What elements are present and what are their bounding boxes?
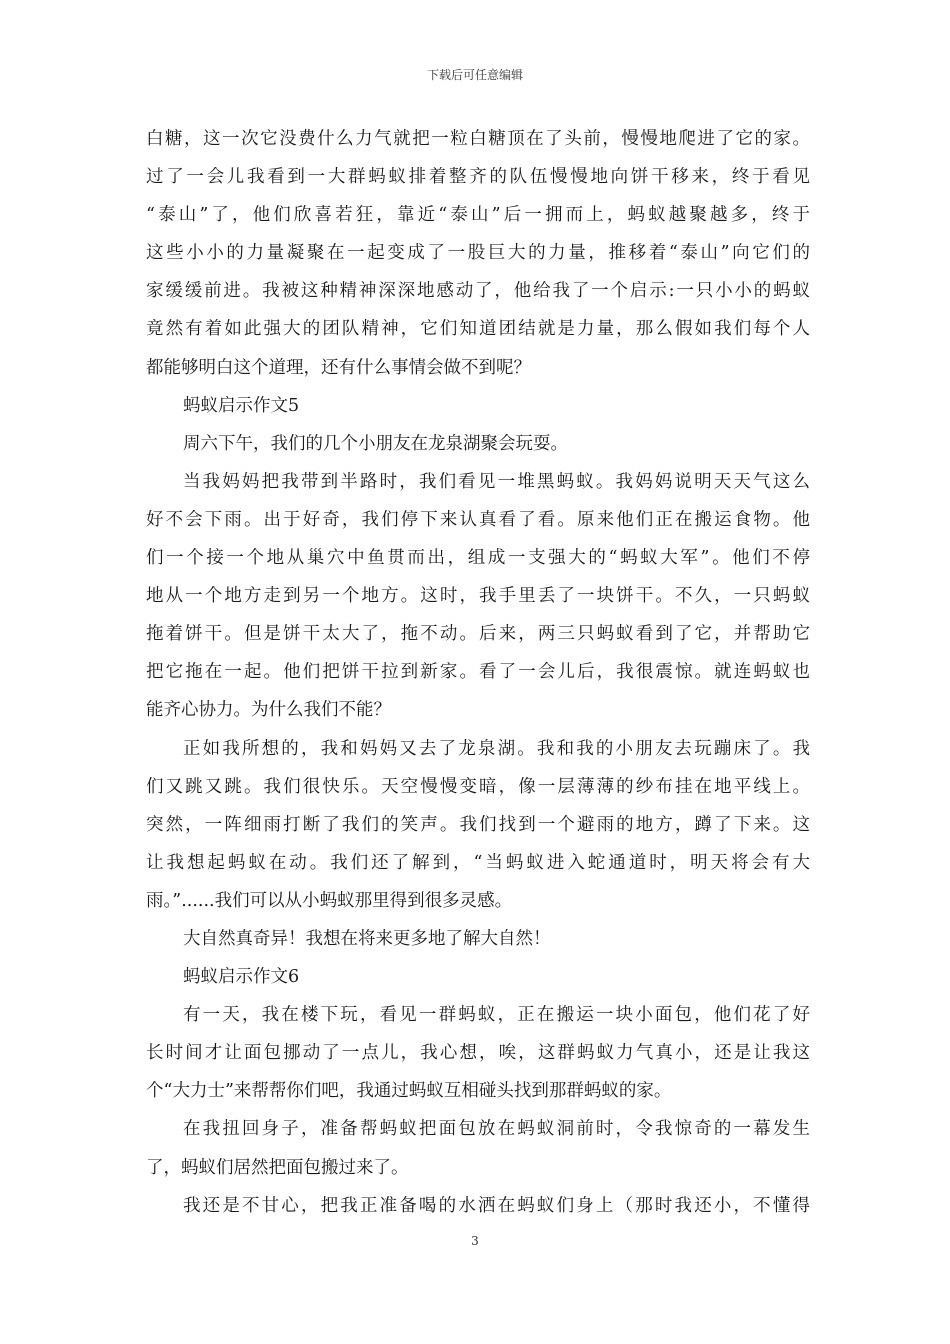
text-line: 让我想起蚂蚁在动。我们还了解到，“当蚂蚁进入蛇通道时，明天将会有大	[146, 852, 810, 873]
text-line: 家缓缓前进。我被这种精神深深地感动了，他给我了一个启示:一只小小的蚂蚁	[146, 281, 810, 302]
text-line: 我还是不甘心，把我正准备喝的水洒在蚂蚁们身上（那时我还小，不懂得	[183, 1195, 810, 1216]
text-line: “泰山”了，他们欣喜若狂，靠近“泰山”后一拥而上，蚂蚁越聚越多，终于	[146, 205, 810, 226]
page-number: 3	[471, 1234, 479, 1248]
text-line: 把它拖在一起。他们把饼干拉到新家。看了一会儿后，我很震惊。就连蚂蚁也	[146, 662, 810, 683]
text-line: 们又跳又跳。我们很快乐。天空慢慢变暗，像一层薄薄的纱布挂在地平线上。	[146, 776, 810, 797]
text-line: 过了一会儿我看到一大群蚂蚁排着整齐的队伍慢慢地向饼干移来，终于看见	[146, 167, 810, 188]
text-line: 突然，一阵细雨打断了我们的笑声。我们找到一个避雨的地方，蹲了下来。这	[146, 814, 810, 835]
text-line: 地从一个地方走到另一个地方。这时，我手里丢了一块饼干。不久，一只蚂蚁	[146, 586, 810, 607]
text-line: 蚂蚁启示作文5	[183, 395, 300, 416]
text-line: 这些小小的力量凝聚在一起变成了一股巨大的力量，推移着“泰山”向它们的	[146, 243, 810, 264]
text-line: 了，蚂蚁们居然把面包搬过来了。	[146, 1157, 409, 1178]
document-body	[146, 120, 810, 1225]
text-line: 个“大力士”来帮帮你们吧，我通过蚂蚁互相碰头找到那群蚂蚁的家。	[146, 1081, 672, 1102]
text-line: 大自然真奇异！我想在将来更多地了解大自然！	[183, 928, 551, 949]
text-line: 能齐心协力。为什么我们不能？	[146, 700, 391, 721]
text-line: 长时间才让面包挪动了一点儿，我心想，唉，这群蚂蚁力气真小，还是让我这	[146, 1043, 810, 1064]
text-line: 拖着饼干。但是饼干太大了，拖不动。后来，两三只蚂蚁看到了它，并帮助它	[146, 624, 810, 645]
text-line: 白糖，这一次它没费什么力气就把一粒白糖顶在了头前，慢慢地爬进了它的家。	[146, 129, 810, 149]
text-line: 雨。”......我们可以从小蚂蚁那里得到很多灵感。	[146, 890, 513, 911]
text-line: 正如我所想的，我和妈妈又去了龙泉湖。我和我的小朋友去玩蹦床了。我	[183, 738, 810, 759]
text-line: 竟然有着如此强大的团队精神，它们知道团结就是力量，那么假如我们每个人	[146, 319, 810, 340]
text-line: 有一天，我在楼下玩，看见一群蚂蚁，正在搬运一块小面包，他们花了好	[183, 1005, 810, 1026]
text-line: 都能够明白这个道理，还有什么事情会做不到呢？	[146, 357, 531, 378]
text-line: 当我妈妈把我带到半路时，我们看见一堆黑蚂蚁。我妈妈说明天天气这么	[183, 471, 810, 492]
text-line: 蚂蚁启示作文6	[183, 967, 300, 988]
text-line: 们一个接一个地从巢穴中鱼贯而出，组成一支强大的“蚂蚁大军”。他们不停	[146, 548, 810, 569]
text-line: 好不会下雨。出于好奇，我们停下来认真看了看。原来他们正在搬运食物。他	[146, 509, 810, 530]
text-line: 在我扭回身子，准备帮蚂蚁把面包放在蚂蚁洞前时，令我惊奇的一幕发生	[183, 1119, 810, 1140]
text-line: 周六下午，我们的几个小朋友在龙泉湖聚会玩耍。	[183, 433, 568, 454]
page-header: 下载后可任意编辑	[426, 68, 523, 82]
